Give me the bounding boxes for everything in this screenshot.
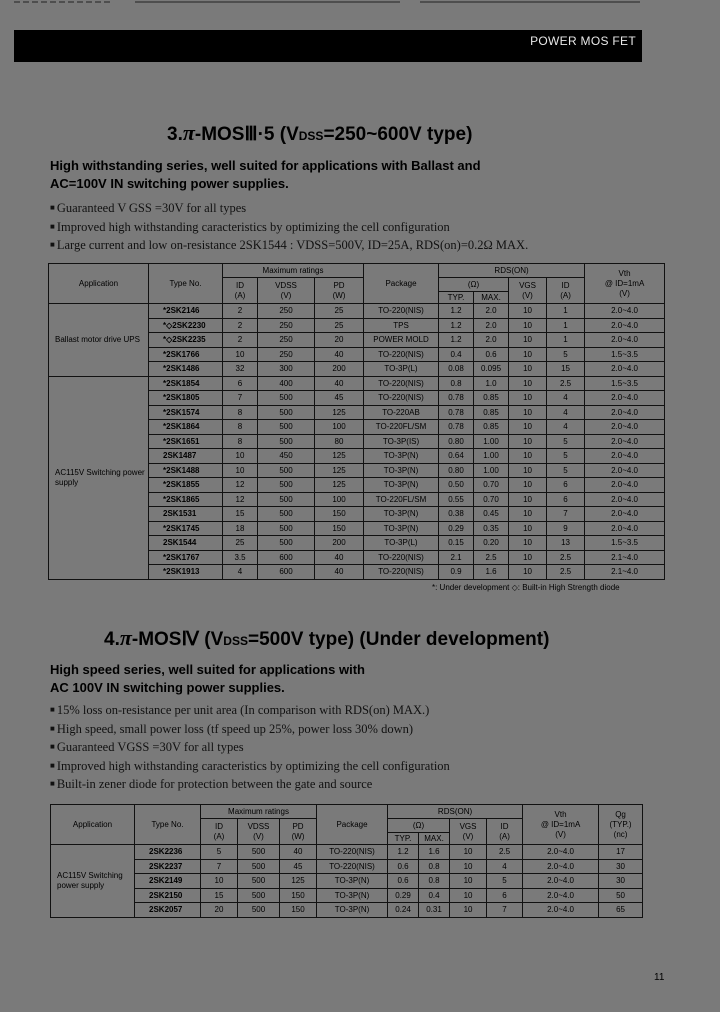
table-cell: 2.0~4.0 xyxy=(585,362,665,377)
table-cell: 250 xyxy=(258,318,315,333)
table-cell: 30 xyxy=(599,859,643,874)
table-cell: 0.31 xyxy=(419,903,450,918)
table-cell: 0.8 xyxy=(419,874,450,889)
table-cell: 30 xyxy=(599,874,643,889)
col-max-ratings: Maximum ratings xyxy=(223,264,364,278)
table-cell: 0.20 xyxy=(474,536,509,551)
table-cell: 10 xyxy=(509,420,547,435)
table-cell: TO-3P(N) xyxy=(364,449,439,464)
table-cell: *2SK1854 xyxy=(149,376,223,391)
col-vth: Vth @ ID=1mA (V) xyxy=(523,805,599,845)
table-cell: TO-220(NIS) xyxy=(317,845,388,860)
section4-spec-table: Application Type No. Maximum ratings Package RDS(ON) Vth @ ID=1mA (V) Qg (TYP.) (nc) ID (A) VDSS (V) PD (W) (Ω) VGS (V) ID (A) TYP. MAX. AC115V Switching power supply 2SK2236 5 500 40 TO-220(NIS) 1.2 1.6 10 2.5 2.0~4.0 17 2SK2237 7 500 45 TO-220(NIS) 0.6 0.8 10 4 2.0~4.0 30 2SK2149 10 500 125 TO-3P(N) 0.6 0.8 10 5 2.0~4.0 30 2SK2150 15 500 150 TO-3P(N) 0.29 0.4 10 6 2.0~4.0 50 2SK2057 20 500 150 TO-3P(N) 0.24 0.31 10 7 2.0~4.0 65 xyxy=(50,804,643,918)
table-cell: 500 xyxy=(258,391,315,406)
table-cell: 125 xyxy=(315,449,364,464)
list-item: ■ Improved high withstanding caracteristics by optimizing the cell configuration xyxy=(50,218,528,237)
table-cell: 2.0~4.0 xyxy=(585,405,665,420)
table-cell: 10 xyxy=(509,347,547,362)
table-cell: TO-220FL/SM xyxy=(364,420,439,435)
table-cell: 0.64 xyxy=(439,449,474,464)
table-cell: 2 xyxy=(223,333,258,348)
table-cell: 125 xyxy=(315,463,364,478)
table-cell: 7 xyxy=(223,391,258,406)
table-cell: 2.0~4.0 xyxy=(585,333,665,348)
table-cell: 6 xyxy=(487,888,523,903)
table-cell: 1.2 xyxy=(388,845,419,860)
table-cell: 1.00 xyxy=(474,449,509,464)
table-cell: 7 xyxy=(547,507,585,522)
table-cell: 40 xyxy=(315,565,364,580)
table-cell: 10 xyxy=(509,434,547,449)
table-cell: 20 xyxy=(201,903,238,918)
col-type-no: Type No. xyxy=(149,264,223,304)
table-cell: 500 xyxy=(258,463,315,478)
table-cell: 10 xyxy=(509,304,547,319)
table-cell: 2SK1487 xyxy=(149,449,223,464)
table-cell: 15 xyxy=(547,362,585,377)
table-cell: 10 xyxy=(509,318,547,333)
table-cell: 250 xyxy=(258,347,315,362)
table-cell: 0.29 xyxy=(388,888,419,903)
table-cell: 2SK2150 xyxy=(135,888,201,903)
table-cell: 12 xyxy=(223,492,258,507)
table-cell: 500 xyxy=(238,888,280,903)
table-cell: 2SK1544 xyxy=(149,536,223,551)
table-cell: 150 xyxy=(280,903,317,918)
table-cell: 2.0~4.0 xyxy=(585,521,665,536)
table-cell: 0.70 xyxy=(474,492,509,507)
table-cell: *2SK1865 xyxy=(149,492,223,507)
table-cell: 0.4 xyxy=(439,347,474,362)
table-cell: 0.6 xyxy=(474,347,509,362)
table-cell: 125 xyxy=(315,405,364,420)
table-cell: 1 xyxy=(547,333,585,348)
table-cell: 40 xyxy=(315,347,364,362)
table-cell: 600 xyxy=(258,550,315,565)
table-cell: 500 xyxy=(238,874,280,889)
table-cell: 100 xyxy=(315,492,364,507)
table-cell: 250 xyxy=(258,333,315,348)
table-cell: 45 xyxy=(280,859,317,874)
table-cell: TO-220(NIS) xyxy=(317,859,388,874)
table-cell: 0.85 xyxy=(474,405,509,420)
table-cell: *2SK1745 xyxy=(149,521,223,536)
table-cell: 2.0~4.0 xyxy=(585,434,665,449)
table-row xyxy=(51,845,643,860)
table-cell: 10 xyxy=(450,859,487,874)
table-cell: 25 xyxy=(315,304,364,319)
table-cell: 10 xyxy=(509,376,547,391)
table-cell: 1 xyxy=(547,304,585,319)
table-cell: 0.38 xyxy=(439,507,474,522)
table-cell: 0.78 xyxy=(439,405,474,420)
table-cell: TO-220(NIS) xyxy=(364,550,439,565)
table-cell: *2SK2146 xyxy=(149,304,223,319)
list-item: ■ Guaranteed VGSS =30V for all types xyxy=(50,738,450,757)
table-cell: TO-3P(L) xyxy=(364,536,439,551)
col-qg: Qg (TYP.) (nc) xyxy=(599,805,643,845)
table-cell: 500 xyxy=(258,521,315,536)
table-cell: 10 xyxy=(509,362,547,377)
table-cell: 15 xyxy=(201,888,238,903)
table-cell: TO-3P(N) xyxy=(317,888,388,903)
header-banner xyxy=(14,30,642,62)
table-cell: TO-220(NIS) xyxy=(364,376,439,391)
table-cell: TO-3P(N) xyxy=(364,507,439,522)
table-cell: 10 xyxy=(509,478,547,493)
table-cell: 5 xyxy=(201,845,238,860)
table-cell: 2.5 xyxy=(547,376,585,391)
table-cell: 0.8 xyxy=(419,859,450,874)
list-item: ■ Improved high withstanding caracteristics by optimizing the cell configuration xyxy=(50,757,450,776)
table-cell: *2SK1574 xyxy=(149,405,223,420)
table-cell: 1 xyxy=(547,318,585,333)
table-cell: 2.0~4.0 xyxy=(585,463,665,478)
table-cell: 2.1~4.0 xyxy=(585,550,665,565)
table-cell: 2.0 xyxy=(474,318,509,333)
table-cell: 500 xyxy=(258,507,315,522)
col-rds: RDS(ON) xyxy=(388,805,523,819)
table-cell: 1.2 xyxy=(439,318,474,333)
table-cell: *2SK1913 xyxy=(149,565,223,580)
table-cell: 10 xyxy=(450,874,487,889)
table-footnote: *: Under development ◇: Built-in High Strength diode xyxy=(432,583,620,592)
table-cell: 65 xyxy=(599,903,643,918)
table-cell: 10 xyxy=(450,888,487,903)
table-cell: 6 xyxy=(223,376,258,391)
list-item: ■ High speed, small power loss (tf speed up 25%, power loss 30% down) xyxy=(50,720,450,739)
table-cell: 1.5~3.5 xyxy=(585,536,665,551)
banner-title: POWER MOS FET xyxy=(530,34,636,48)
table-cell: 500 xyxy=(258,405,315,420)
table-cell: *2SK1651 xyxy=(149,434,223,449)
table-cell: 2.0~4.0 xyxy=(585,478,665,493)
table-cell: 8 xyxy=(223,420,258,435)
table-cell: 7 xyxy=(487,903,523,918)
table-cell: 1.00 xyxy=(474,434,509,449)
table-cell: *2SK1766 xyxy=(149,347,223,362)
col-vth: Vth @ ID=1mA (V) xyxy=(585,264,665,304)
table-cell: *2SK1486 xyxy=(149,362,223,377)
table-cell: 4 xyxy=(547,405,585,420)
table-cell: 0.24 xyxy=(388,903,419,918)
table-cell: 10 xyxy=(223,347,258,362)
table-cell: 12 xyxy=(223,478,258,493)
section3-title: 3.π-MOSⅢ·5 (VDSS=250~600V type) xyxy=(167,120,473,145)
table-cell: 10 xyxy=(509,521,547,536)
table-cell: 1.5~3.5 xyxy=(585,347,665,362)
table-cell: TO-3P(N) xyxy=(364,521,439,536)
table-cell: 8 xyxy=(223,434,258,449)
table-cell: 10 xyxy=(450,845,487,860)
table-cell: 2.1~4.0 xyxy=(585,565,665,580)
table-cell: *◇2SK2230 xyxy=(149,318,223,333)
table-cell: *2SK1767 xyxy=(149,550,223,565)
table-cell: 200 xyxy=(315,362,364,377)
section4-bullets xyxy=(50,701,450,794)
table-cell: TO-3P(L) xyxy=(364,362,439,377)
table-cell: 0.15 xyxy=(439,536,474,551)
table-cell: 4 xyxy=(223,565,258,580)
table-cell: 0.85 xyxy=(474,391,509,406)
table-cell: 0.85 xyxy=(474,420,509,435)
table-cell: 80 xyxy=(315,434,364,449)
table-cell: 10 xyxy=(201,874,238,889)
table-cell: TO-3P(N) xyxy=(317,903,388,918)
table-cell: 1.5~3.5 xyxy=(585,376,665,391)
table-cell: 2SK2236 xyxy=(135,845,201,860)
table-cell: 2.0~4.0 xyxy=(585,449,665,464)
col-application: Application xyxy=(51,805,135,845)
table-cell: 10 xyxy=(509,492,547,507)
table-cell: 2SK2149 xyxy=(135,874,201,889)
list-item: ■ Large current and low on-resistance 2SK1544 : VDSS=500V, ID=25A, RDS(on)=0.2Ω MAX. xyxy=(50,236,528,255)
table-cell: 2 xyxy=(223,318,258,333)
table-cell: 500 xyxy=(258,420,315,435)
table-cell: 0.6 xyxy=(388,874,419,889)
table-cell: 25 xyxy=(223,536,258,551)
table-cell: 500 xyxy=(258,478,315,493)
table-row xyxy=(49,304,665,319)
table-cell: 0.095 xyxy=(474,362,509,377)
table-cell: 40 xyxy=(280,845,317,860)
table-cell: 10 xyxy=(509,536,547,551)
table-cell: TO-3P(N) xyxy=(364,478,439,493)
table-cell: 25 xyxy=(315,318,364,333)
table-cell: 4 xyxy=(487,859,523,874)
table-cell: *2SK1855 xyxy=(149,478,223,493)
section4-title: 4.π-MOSⅣ (VDSS=500V type) (Under development) xyxy=(104,625,550,650)
table-cell: 2.5 xyxy=(487,845,523,860)
col-application: Application xyxy=(49,264,149,304)
table-cell: 0.50 xyxy=(439,478,474,493)
table-cell: TO-3P(N) xyxy=(317,874,388,889)
table-cell: 0.78 xyxy=(439,420,474,435)
table-cell: 10 xyxy=(509,550,547,565)
table-cell: 5 xyxy=(487,874,523,889)
list-item: ■ 15% loss on-resistance per unit area (In comparison with RDS(on) MAX.) xyxy=(50,701,450,720)
table-cell: 0.45 xyxy=(474,507,509,522)
table-cell: 7 xyxy=(201,859,238,874)
table-cell: 150 xyxy=(315,521,364,536)
table-cell: 2.5 xyxy=(474,550,509,565)
table-cell: 20 xyxy=(315,333,364,348)
table-cell: 2SK2057 xyxy=(135,903,201,918)
table-cell: 5 xyxy=(547,347,585,362)
table-cell: 0.8 xyxy=(439,376,474,391)
table-cell: *2SK1488 xyxy=(149,463,223,478)
section3-intro: High withstanding series, well suited for applications with Ballast and AC=100V IN switching power supplies. xyxy=(50,158,481,191)
table-cell: TPS xyxy=(364,318,439,333)
table-cell: 0.78 xyxy=(439,391,474,406)
table-cell: 5 xyxy=(547,449,585,464)
table-cell: 0.70 xyxy=(474,478,509,493)
table-cell: 0.6 xyxy=(388,859,419,874)
table-cell: 45 xyxy=(315,391,364,406)
table-cell: 10 xyxy=(509,391,547,406)
col-package: Package xyxy=(364,264,439,304)
table-cell: 2.0~4.0 xyxy=(585,318,665,333)
table-cell: 17 xyxy=(599,845,643,860)
table-cell: 2.0~4.0 xyxy=(585,391,665,406)
table-cell: 6 xyxy=(547,478,585,493)
application-cell: Ballast motor drive UPS xyxy=(49,304,149,377)
table-cell: 0.29 xyxy=(439,521,474,536)
section4-intro: High speed series, well suited for applications with AC 100V IN switching power supplies. xyxy=(50,662,365,695)
table-cell: 2.5 xyxy=(547,550,585,565)
table-cell: 2.0~4.0 xyxy=(585,507,665,522)
col-package: Package xyxy=(317,805,388,845)
table-cell: 1.2 xyxy=(439,304,474,319)
table-row xyxy=(49,376,665,391)
table-cell: 125 xyxy=(280,874,317,889)
table-cell: *◇2SK2235 xyxy=(149,333,223,348)
table-cell: 2.5 xyxy=(547,565,585,580)
table-cell: 10 xyxy=(223,463,258,478)
table-cell: 32 xyxy=(223,362,258,377)
table-cell: 9 xyxy=(547,521,585,536)
col-max-ratings: Maximum ratings xyxy=(201,805,317,819)
table-cell: 3.5 xyxy=(223,550,258,565)
table-row xyxy=(51,874,643,889)
table-cell: 2.0~4.0 xyxy=(585,304,665,319)
table-cell: 10 xyxy=(509,565,547,580)
section3-spec-table: Application Type No. Maximum ratings Package RDS(ON) Vth @ ID=1mA (V) ID (A) VDSS (V) PD (W) (Ω) VGS (V) ID (A) TYP. MAX. Ballast motor drive UPS *2SK2146 2 250 25 TO-220(NIS) 1.2 2.0 10 1 2.0~4.0 *◇2SK2230 2 250 25 TPS 1.2 2.0 10 1 2.0~4.0 *◇2SK2235 2 250 20 POWER MOLD 1.2 2.0 10 1 2.0~4.0 *2SK1766 10 250 40 TO-220(NIS) 0.4 0.6 10 5 1.5~3.5 *2SK1486 32 300 200 TO-3P(L) 0.08 0.095 10 15 2.0~4.0 AC115V Switching power supply *2SK1854 6 400 40 TO-220(NIS) 0.8 1.0 10 2.5 1.5~3.5 *2SK1805 7 500 45 TO-220(NIS) 0.78 0.85 10 4 2.0~4.0 *2SK1574 8 500 125 TO-220AB 0.78 0.85 10 4 2.0~4.0 *2SK1864 8 500 100 TO-220FL/SM 0.78 0.85 10 4 2.0~4.0 *2SK1651 8 500 80 TO-3P(IS) 0.80 1.00 10 5 2.0~4.0 2SK1487 10 450 125 TO-3P(N) 0.64 1.00 10 5 2.0~4.0 *2SK1488 10 500 125 TO-3P(N) 0.80 1.00 10 5 2.0~4.0 *2SK1855 12 500 125 TO-3P(N) 0.50 0.70 10 6 2.0~4.0 *2SK1865 12 500 100 TO-220FL/SM 0.55 0.70 10 6 2.0~4.0 2SK1531 15 500 150 TO-3P(N) 0.38 0.45 10 7 2.0~4.0 *2SK1745 18 500 150 TO-3P(N) 0.29 0.35 10 9 2.0~4.0 2SK1544 25 500 200 TO-3P(L) 0.15 0.20 10 13 1.5~3.5 *2SK1767 3.5 600 40 TO-220(NIS) 2.1 2.5 10 2.5 2.1~4.0 *2SK1913 4 600 40 TO-220(NIS) 0.9 1.6 10 2.5 2.1~4.0 xyxy=(48,263,665,580)
table-cell: 40 xyxy=(315,376,364,391)
table-cell: 1.6 xyxy=(474,565,509,580)
table-cell: 125 xyxy=(315,478,364,493)
table-cell: 500 xyxy=(238,845,280,860)
table-cell: 500 xyxy=(258,434,315,449)
table-cell: 0.35 xyxy=(474,521,509,536)
table-row xyxy=(51,888,643,903)
table-cell: 5 xyxy=(547,434,585,449)
table-cell: *2SK1805 xyxy=(149,391,223,406)
table-cell: TO-220FL/SM xyxy=(364,492,439,507)
table-cell: 40 xyxy=(315,550,364,565)
table-cell: 2.0~4.0 xyxy=(523,859,599,874)
table-cell: 150 xyxy=(280,888,317,903)
table-cell: 6 xyxy=(547,492,585,507)
table-cell: 2.0 xyxy=(474,333,509,348)
table-cell: TO-3P(IS) xyxy=(364,434,439,449)
table-cell: 500 xyxy=(258,536,315,551)
table-cell: TO-220AB xyxy=(364,405,439,420)
table-cell: 450 xyxy=(258,449,315,464)
table-cell: 10 xyxy=(509,333,547,348)
table-cell: 1.6 xyxy=(419,845,450,860)
table-cell: 18 xyxy=(223,521,258,536)
list-item: ■ Built-in zener diode for protection between the gate and source xyxy=(50,775,450,794)
table-cell: 500 xyxy=(258,492,315,507)
table-cell: 10 xyxy=(223,449,258,464)
table-cell: 600 xyxy=(258,565,315,580)
table-cell: TO-3P(N) xyxy=(364,463,439,478)
table-cell: 4 xyxy=(547,420,585,435)
table-cell: 0.4 xyxy=(419,888,450,903)
table-cell: 10 xyxy=(509,405,547,420)
table-cell: 10 xyxy=(509,507,547,522)
table-cell: 2.1 xyxy=(439,550,474,565)
table-cell: 0.80 xyxy=(439,463,474,478)
top-rule xyxy=(0,0,720,4)
table-cell: 150 xyxy=(315,507,364,522)
table-cell: 2.0~4.0 xyxy=(523,888,599,903)
table-cell: 13 xyxy=(547,536,585,551)
table-cell: 5 xyxy=(547,463,585,478)
table-cell: POWER MOLD xyxy=(364,333,439,348)
application-cell: AC115V Switching power supply xyxy=(49,376,149,579)
table-cell: 0.08 xyxy=(439,362,474,377)
table-cell: 50 xyxy=(599,888,643,903)
col-rds: RDS(ON) xyxy=(439,264,585,278)
table-cell: 400 xyxy=(258,376,315,391)
table-cell: TO-220(NIS) xyxy=(364,391,439,406)
table-cell: TO-220(NIS) xyxy=(364,304,439,319)
table-cell: 10 xyxy=(509,449,547,464)
table-row xyxy=(51,903,643,918)
table-cell: 0.80 xyxy=(439,434,474,449)
table-row xyxy=(51,859,643,874)
table-cell: 300 xyxy=(258,362,315,377)
table-cell: 1.0 xyxy=(474,376,509,391)
table-cell: TO-220(NIS) xyxy=(364,565,439,580)
table-cell: 500 xyxy=(238,903,280,918)
table-cell: 2.0~4.0 xyxy=(523,903,599,918)
table-cell: 1.2 xyxy=(439,333,474,348)
table-cell: 2 xyxy=(223,304,258,319)
table-cell: 2.0 xyxy=(474,304,509,319)
application-cell: AC115V Switching power supply xyxy=(51,845,135,918)
table-cell: 1.00 xyxy=(474,463,509,478)
table-cell: 10 xyxy=(450,903,487,918)
table-cell: 2.0~4.0 xyxy=(585,420,665,435)
table-cell: 0.55 xyxy=(439,492,474,507)
table-cell: *2SK1864 xyxy=(149,420,223,435)
table-cell: 500 xyxy=(238,859,280,874)
col-type-no: Type No. xyxy=(135,805,201,845)
table-cell: 2.0~4.0 xyxy=(523,874,599,889)
list-item: ■ Guaranteed V GSS =30V for all types xyxy=(50,199,528,218)
table-cell: 2.0~4.0 xyxy=(585,492,665,507)
table-cell: 2.0~4.0 xyxy=(523,845,599,860)
table-cell: 4 xyxy=(547,391,585,406)
table-cell: 15 xyxy=(223,507,258,522)
table-cell: 0.9 xyxy=(439,565,474,580)
table-cell: 200 xyxy=(315,536,364,551)
table-cell: 2SK2237 xyxy=(135,859,201,874)
table-cell: 10 xyxy=(509,463,547,478)
table-cell: 2SK1531 xyxy=(149,507,223,522)
page-number: 11 xyxy=(654,972,665,983)
table-cell: 8 xyxy=(223,405,258,420)
table-cell: TO-220(NIS) xyxy=(364,347,439,362)
section3-bullets xyxy=(50,199,528,255)
table-cell: 250 xyxy=(258,304,315,319)
table-cell: 100 xyxy=(315,420,364,435)
